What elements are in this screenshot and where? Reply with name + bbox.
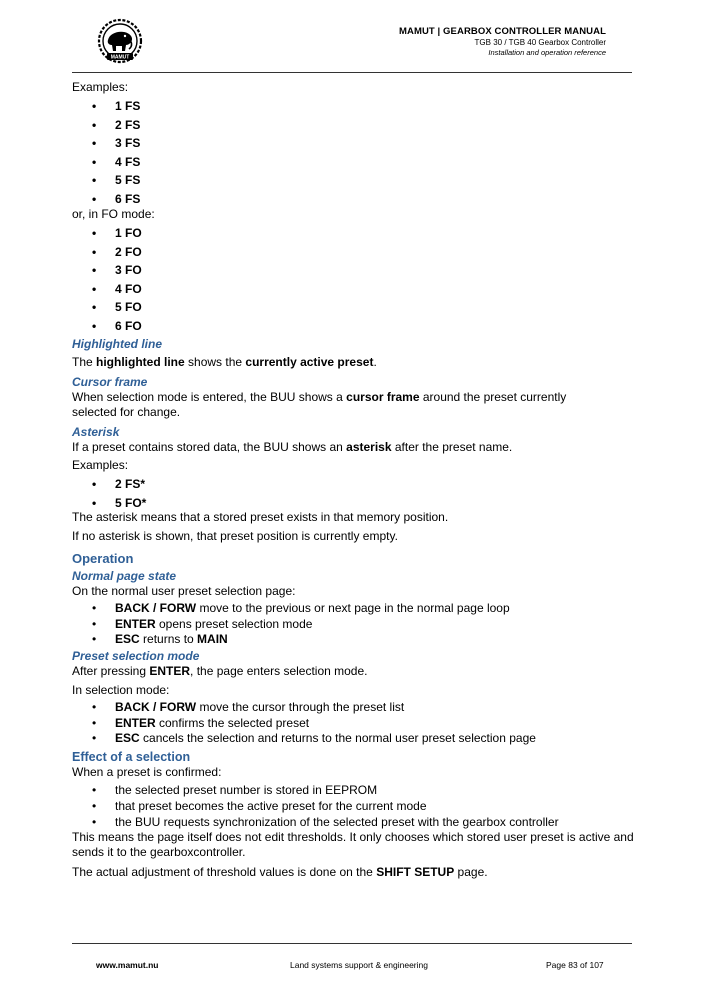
list-item: • the BUU requests synchronization of the selected preset with the gearbox controller [72, 815, 637, 831]
svg-text:MAMUT: MAMUT [110, 54, 130, 61]
list-item: • 4 FS [72, 153, 637, 172]
effect-list [72, 783, 637, 830]
list-item: • 3 FO [72, 261, 637, 280]
effect-intro: When a preset is confirmed: [72, 765, 222, 780]
list-item: • 5 FS [72, 171, 637, 190]
list-item: • 2 FS* [72, 475, 637, 494]
cursor-frame-heading: Cursor frame [72, 375, 148, 389]
list-item: • 5 FO [72, 298, 637, 317]
highlighted-line-text: The highlighted line shows the currently active preset. [72, 355, 377, 369]
fo-example-list [72, 224, 637, 335]
effect-of-selection-heading: Effect of a selection [72, 750, 191, 765]
list-item: • 2 FS [72, 116, 637, 135]
list-item: • the selected preset number is stored in EEPROM [72, 783, 637, 799]
operation-heading: Operation [72, 551, 134, 566]
list-item: • 6 FS [72, 190, 637, 209]
list-item: • BACK / FORW move to the previous or next page in the normal page loop [72, 601, 637, 617]
fo-mode-label: or, in FO mode: [72, 207, 155, 221]
cursor-frame-text: When selection mode is entered, the BUU shows a cursor frame around the preset currently selected for change. [72, 390, 567, 419]
normal-page-state-heading: Normal page state [72, 569, 177, 583]
asterisk-examples-label: Examples: [72, 458, 129, 472]
list-item: • ESC returns to MAIN [72, 632, 637, 648]
asterisk-meaning: The asterisk means that a stored preset exists in that memory position. [72, 510, 449, 524]
list-item: • 1 FO [72, 224, 637, 243]
list-item: • 2 FO [72, 243, 637, 262]
list-item: • ESC cancels the selection and returns to the normal user preset selection page [72, 731, 637, 747]
asterisk-empty-note: If no asterisk is shown, that preset position is currently empty. [72, 529, 398, 543]
normal-page-key-list [72, 601, 637, 648]
list-item: • 5 FO* [72, 494, 637, 513]
fs-example-list [72, 97, 637, 208]
list-item: • BACK / FORW move the cursor through the preset list [72, 700, 637, 716]
list-item: • ENTER opens preset selection mode [72, 617, 637, 633]
shift-setup-note: The actual adjustment of threshold values is done on the SHIFT SETUP page. [72, 865, 488, 880]
mamut-logo-icon [96, 18, 144, 66]
selection-mode-intro: In selection mode: [72, 683, 170, 698]
page-number: Page 83 of 107 [546, 960, 604, 970]
footer-website-link[interactable]: www.mamut.nu [96, 960, 159, 970]
list-item: • 6 FO [72, 317, 637, 336]
header-divider [72, 72, 632, 73]
asterisk-example-list [72, 475, 637, 512]
asterisk-heading: Asterisk [72, 425, 120, 439]
header-subtitle: TGB 30 / TGB 40 Gearbox Controller [474, 38, 606, 47]
list-item: • 3 FS [72, 134, 637, 153]
page-body [72, 80, 637, 880]
preset-selection-mode-heading: Preset selection mode [72, 649, 200, 664]
list-item: • 1 FS [72, 97, 637, 116]
highlighted-line-heading: Highlighted line [72, 337, 162, 351]
footer-divider [72, 943, 632, 944]
normal-page-intro: On the normal user preset selection page: [72, 584, 296, 598]
header-title: MAMUT | GEARBOX CONTROLLER MANUAL [398, 26, 606, 37]
selection-mode-enter-text: After pressing ENTER, the page enters selection mode. [72, 664, 368, 679]
header-note: Installation and operation reference [488, 48, 606, 57]
asterisk-text: If a preset contains stored data, the BUU shows an asterisk after the preset name. [72, 440, 513, 454]
page-header [72, 18, 632, 72]
list-item: • 4 FO [72, 280, 637, 299]
footer-tagline: Land systems support & engineering [290, 960, 428, 970]
list-item: • that preset becomes the active preset for the current mode [72, 799, 637, 815]
list-item: • ENTER confirms the selected preset [72, 716, 637, 732]
examples-label: Examples: [72, 80, 129, 94]
effect-explanation: This means the page itself does not edit thresholds. It only chooses which stored user preset is active and sends it to the gearboxcontroller. [72, 830, 634, 860]
selection-mode-key-list [72, 700, 637, 747]
